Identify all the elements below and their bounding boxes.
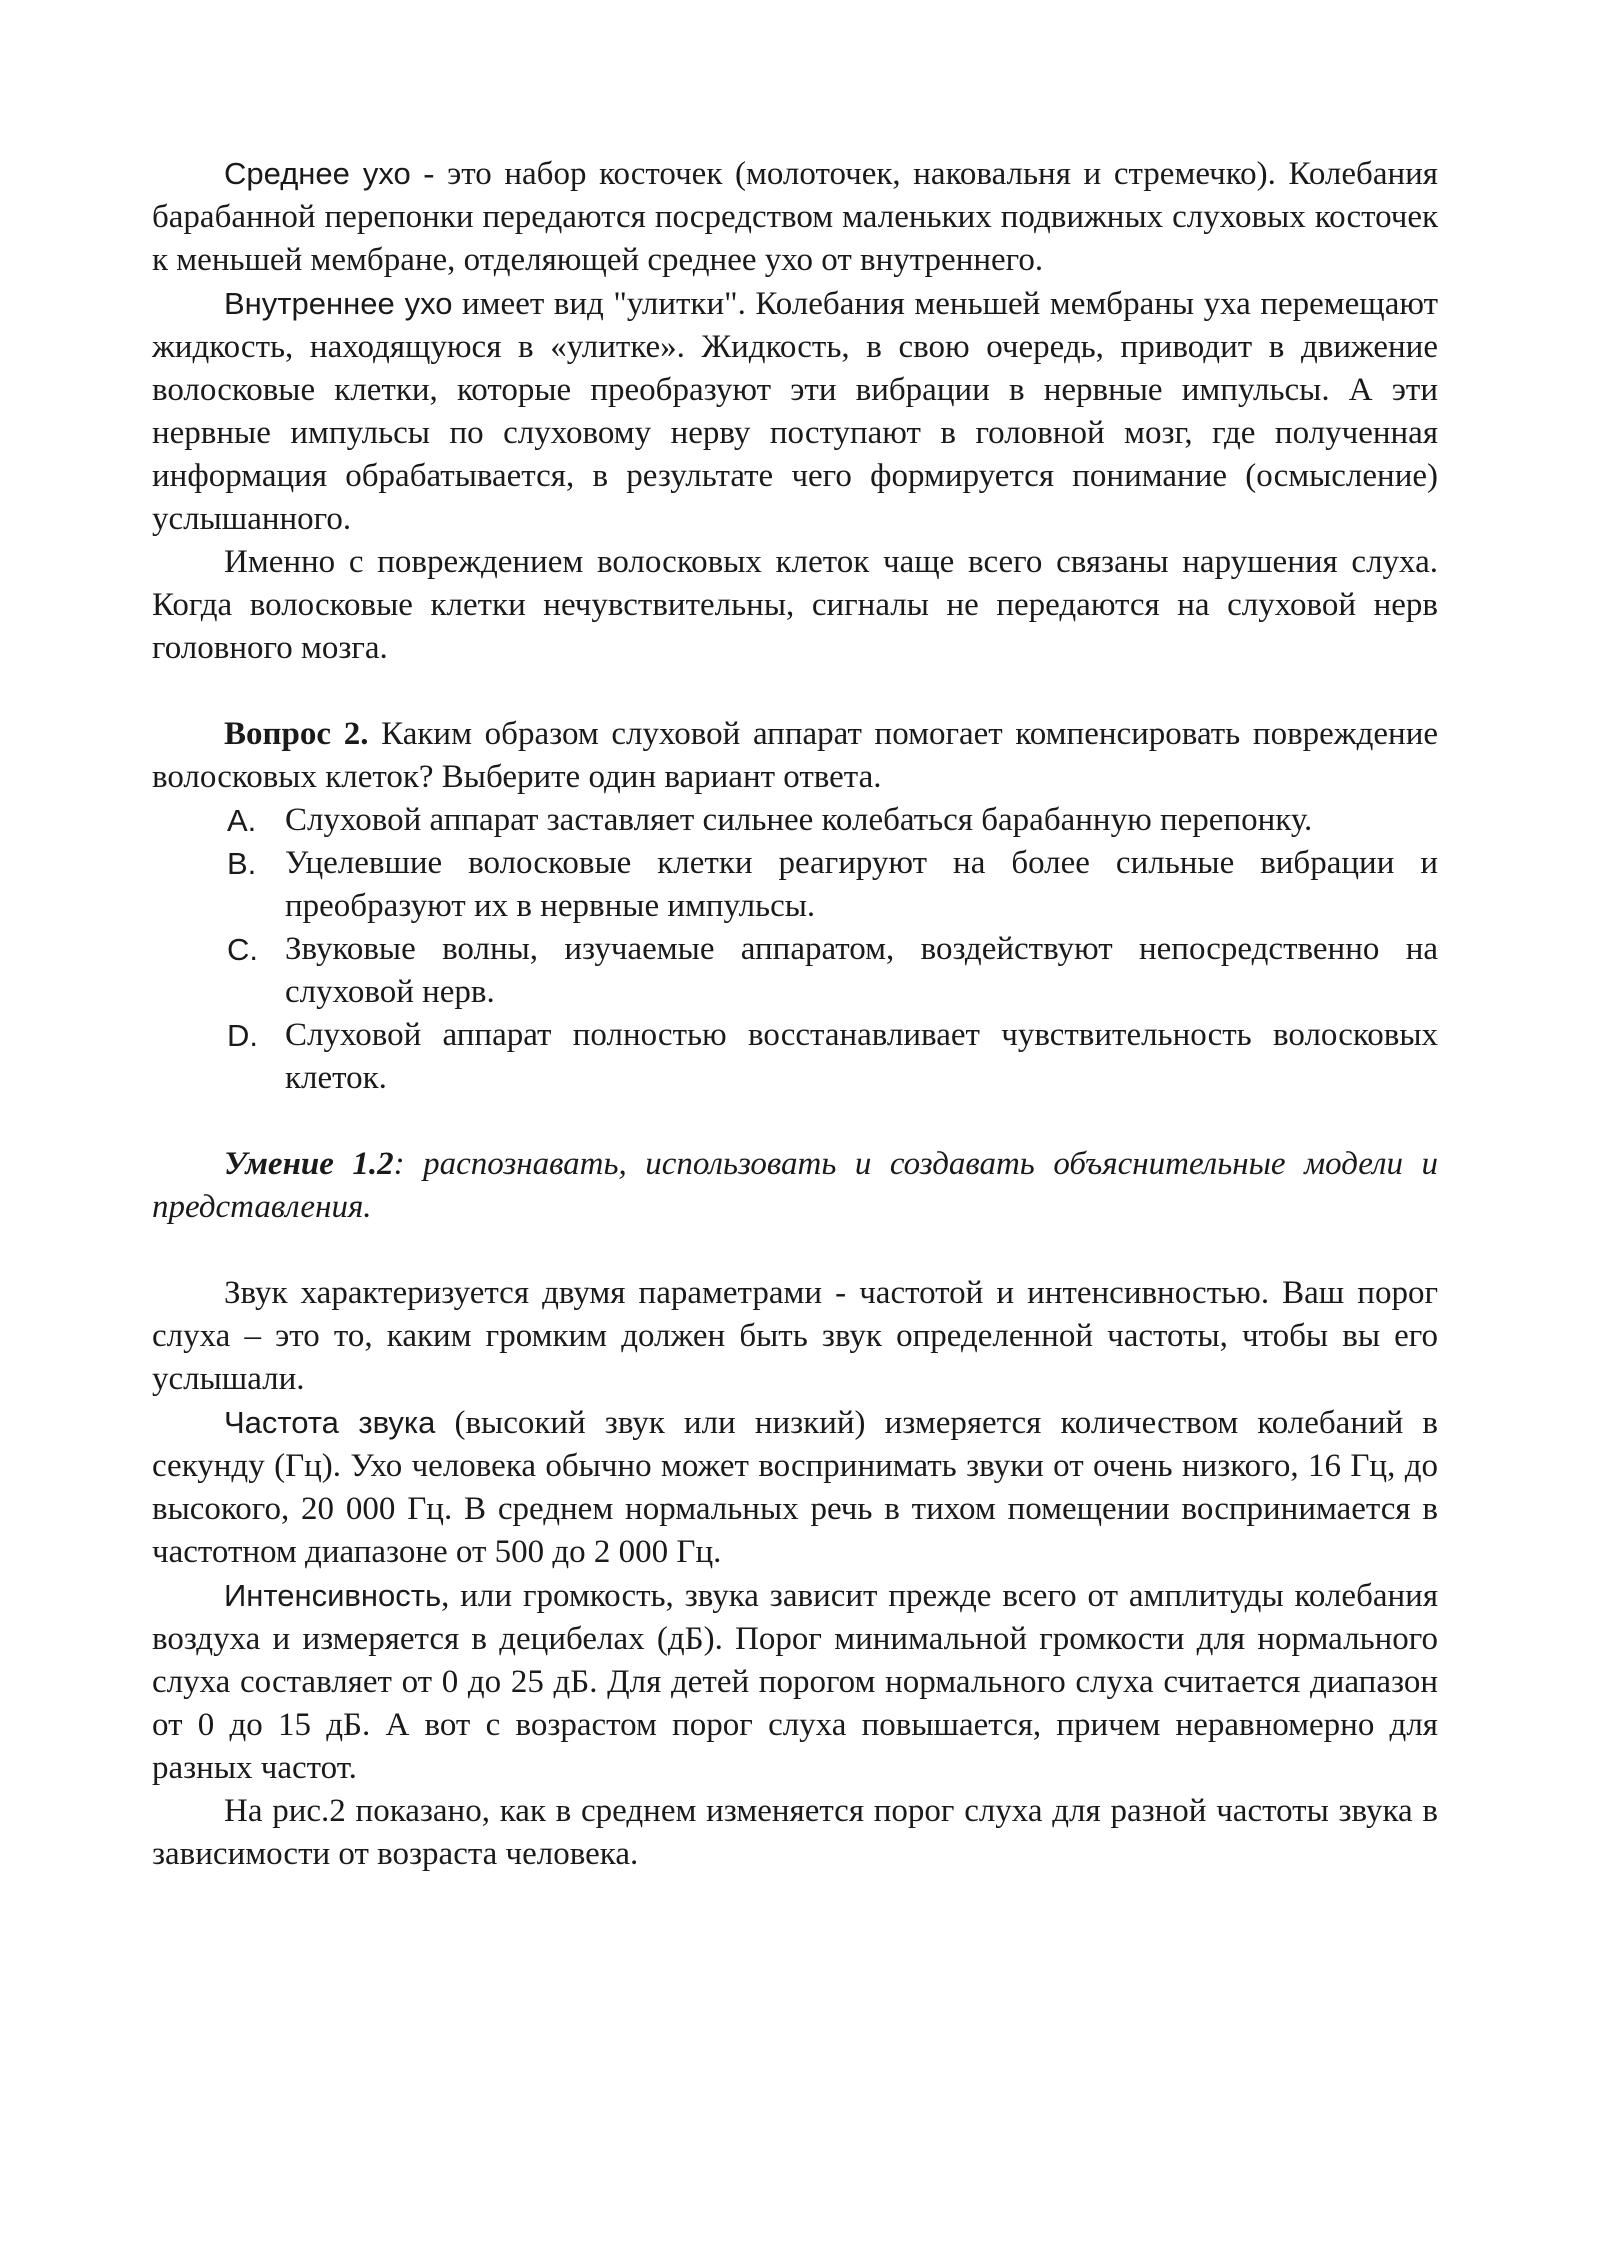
- term-middle-ear: Среднее ухо: [224, 156, 411, 191]
- answer-option-c[interactable]: [227, 928, 1438, 1014]
- paragraph-text: , или громкость, звука зависит прежде всего от амплитуды колебания воздуха и измеряется в децибелах (дБ). Порог минимальной громкости для нормального слуха составляет от 0 до 25 дБ. Для детей порогом нормального слуха считается диапазон от 0 до 15 дБ. А вот с возрастом порог слуха повышается, причем неравномерно для разных частот.: [152, 1578, 1438, 1786]
- spacer: [152, 1229, 1438, 1272]
- spacer: [152, 1100, 1438, 1143]
- paragraph-figure-ref: На рис.2 показано, как в среднем изменяется порог слуха для разной частоты звука в зависимости от возраста человека.: [152, 1793, 1438, 1872]
- option-text: Уцелевшие волосковые клетки реагируют на более сильные вибрации и преобразуют их в нервные импульсы.: [285, 845, 1438, 924]
- document-page: [152, 152, 1438, 1876]
- option-letter: B.: [227, 846, 257, 881]
- term-inner-ear: Внутреннее ухо: [224, 286, 453, 321]
- paragraph-hair-cells: Именно с повреждением волосковых клеток чаще всего связаны нарушения слуха. Когда волосковые клетки нечувствительны, сигналы не передаются на слуховой нерв головного мозга.: [152, 544, 1438, 666]
- skill-text: : распознавать, использовать и создавать объяснительные модели и представления.: [152, 1146, 1438, 1225]
- paragraph-text: (высокий звук или низкий) измеряется количеством колебаний в секунду (Гц). Ухо человека обычно может воспринимать звуки от очень низкого, 16 Гц, до высокого, 20 000 Гц. В среднем нормальных речь в тихом помещении воспринимается в частотном диапазоне от 500 до 2 000 Гц.: [152, 1405, 1438, 1570]
- paragraph-middle-ear: [152, 152, 1438, 282]
- option-letter: D.: [227, 1018, 258, 1053]
- paragraph-sound-params: Звук характеризуется двумя параметрами - частотой и интенсивностью. Ваш порог слуха – это то, каким громким должен быть звук определенной частоты, чтобы вы его услышали.: [152, 1275, 1438, 1397]
- option-text: Слуховой аппарат полностью восстанавливает чувствительность волосковых клеток.: [285, 1017, 1438, 1096]
- paragraph-inner-ear: [152, 282, 1438, 541]
- spacer: [152, 670, 1438, 713]
- paragraph-text: - это набор косточек (молоточек, наковальня и стремечко). Колебания барабанной перепонки передаются посредством маленьких подвижных слуховых косточек к меньшей мембране, отделяющей среднее ухо от внутреннего.: [152, 156, 1438, 278]
- answer-option-d[interactable]: [227, 1014, 1438, 1100]
- question-text: Каким образом слуховой аппарат помогает компенсировать повреждение волосковых клеток? Выберите один вариант ответа.: [152, 716, 1439, 795]
- option-text: Звуковые волны, изучаемые аппаратом, воздействуют непосредственно на слуховой нерв.: [285, 931, 1438, 1010]
- paragraph-frequency: [152, 1401, 1438, 1574]
- answer-options: [152, 799, 1438, 1100]
- question-label: Вопрос 2.: [224, 716, 369, 752]
- paragraph-intensity: [152, 1574, 1438, 1790]
- answer-option-a[interactable]: [227, 799, 1438, 842]
- term-intensity: Интенсивность: [224, 1578, 442, 1613]
- question-2: [152, 713, 1438, 799]
- option-letter: C.: [227, 932, 258, 967]
- term-frequency: Частота звука: [224, 1405, 436, 1440]
- option-text: Слуховой аппарат заставляет сильнее колебаться барабанную перепонку.: [285, 802, 1313, 838]
- skill-heading: [152, 1143, 1438, 1229]
- paragraph-text: имеет вид "улитки". Колебания меньшей мембраны уха перемещают жидкость, находящуюся в «улитке». Жидкость, в свою очередь, приводит в движение волосковые клетки, которые преобразуют эти вибрации в нервные импульсы. А эти нервные импульсы по слуховому нерву поступают в головной мозг, где полученная информация обрабатывается, в результате чего формируется понимание (осмысление) услышанного.: [152, 286, 1438, 537]
- skill-label: Умение 1.2: [224, 1146, 394, 1182]
- answer-option-b[interactable]: [227, 842, 1438, 928]
- option-letter: A.: [227, 803, 257, 838]
